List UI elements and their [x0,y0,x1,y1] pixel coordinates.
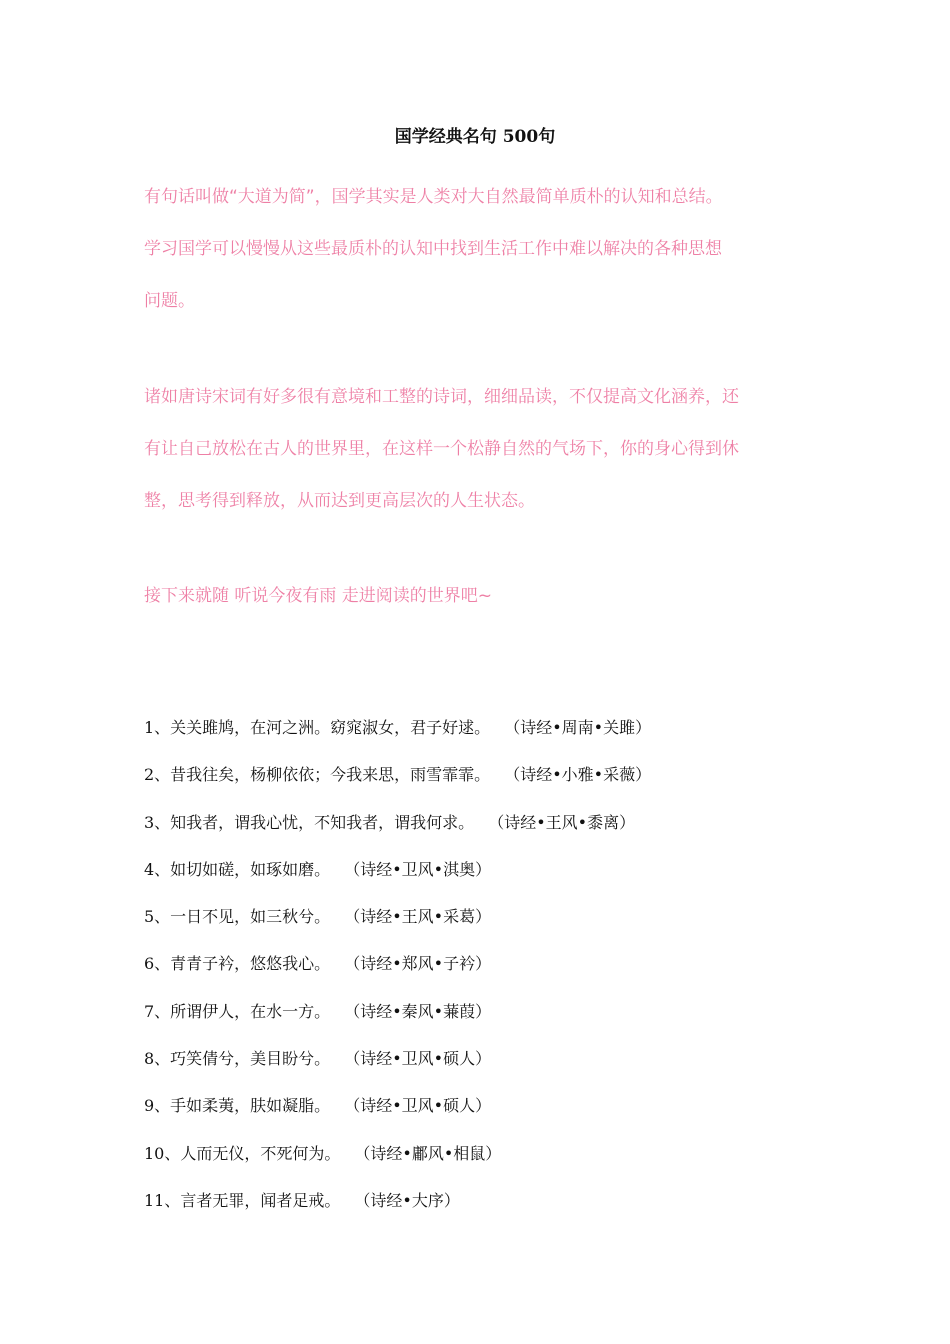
quote-text: 11、言者无罪，闻者足戒。 [144,1190,341,1210]
quote-source: （诗经•鄘风•相鼠） [362,1143,502,1163]
intro-line: 学习国学可以慢慢从这些最质朴的认知中找到生活工作中难以解决的各种思想 [144,239,722,259]
list-item [144,751,844,798]
list-item [144,988,844,1035]
intro-paragraph-1 [144,171,814,327]
quote-text: 9、手如柔荑，肤如凝脂。 [144,1096,331,1116]
document-title: 国学经典名句 500句 [394,127,556,147]
quote-text: 7、所谓伊人，在水一方。 [144,1001,331,1021]
list-item [144,940,844,987]
quote-text: 2、昔我往矣，杨柳依依；今我来思，雨雪霏霏。 [144,765,491,785]
list-item [144,1082,844,1129]
list-item [144,1177,844,1224]
quote-source: （诗经•卫风•淇奥） [352,859,492,879]
list-item [144,799,844,846]
quote-list [144,704,844,1224]
list-item [144,893,844,940]
intro-line: 诸如唐诗宋词有好多很有意境和工整的诗词，细细品读，不仅提高文化涵养，还 [144,387,739,407]
quote-text: 1、关关雎鸠，在河之洲。窈窕淑女，君子好逑。 [144,718,491,737]
quote-text: 5、一日不见，如三秋兮。 [144,907,331,927]
quote-source: （诗经•卫风•硕人） [352,1049,492,1069]
intro-paragraph-3 [144,570,814,622]
list-item [144,1130,844,1177]
list-item [144,704,844,751]
quote-source: （诗经•王风•采葛） [352,907,492,927]
list-item [144,1035,844,1082]
list-item [144,846,844,893]
quote-source: （诗经•大序） [362,1190,460,1210]
quote-text: 4、如切如磋，如琢如磨。 [144,859,331,879]
quote-text: 6、青青子衿，悠悠我心。 [144,954,331,974]
quote-source: （诗经•王风•黍离） [496,812,636,832]
intro-line: 有让自己放松在古人的世界里，在这样一个松静自然的气场下，你的身心得到休 [144,439,739,459]
quote-text: 3、知我者，谓我心忧，不知我者，谓我何求。 [144,812,475,832]
quote-source: （诗经•卫风•硕人） [352,1096,492,1116]
quote-text: 8、巧笑倩兮，美目盼兮。 [144,1049,331,1069]
intro-line: 问题。 [144,291,195,311]
quote-source: （诗经•小雅•采薇） [512,765,652,785]
intro-line: 接下来就随 听说今夜有雨 走进阅读的世界吧~ [144,586,493,606]
quote-source: （诗经•周南•关雎） [512,718,652,737]
intro-paragraph-2 [144,371,814,527]
quote-source: （诗经•郑风•子衿） [352,954,492,974]
intro-line: 整，思考得到释放，从而达到更高层次的人生状态。 [144,491,535,511]
quote-text: 10、人而无仪，不死何为。 [144,1143,341,1163]
intro-line: 有句话叫做“大道为简”，国学其实是人类对大自然最简单质朴的认知和总结。 [144,187,723,207]
quote-source: （诗经•秦风•蒹葭） [352,1001,492,1021]
